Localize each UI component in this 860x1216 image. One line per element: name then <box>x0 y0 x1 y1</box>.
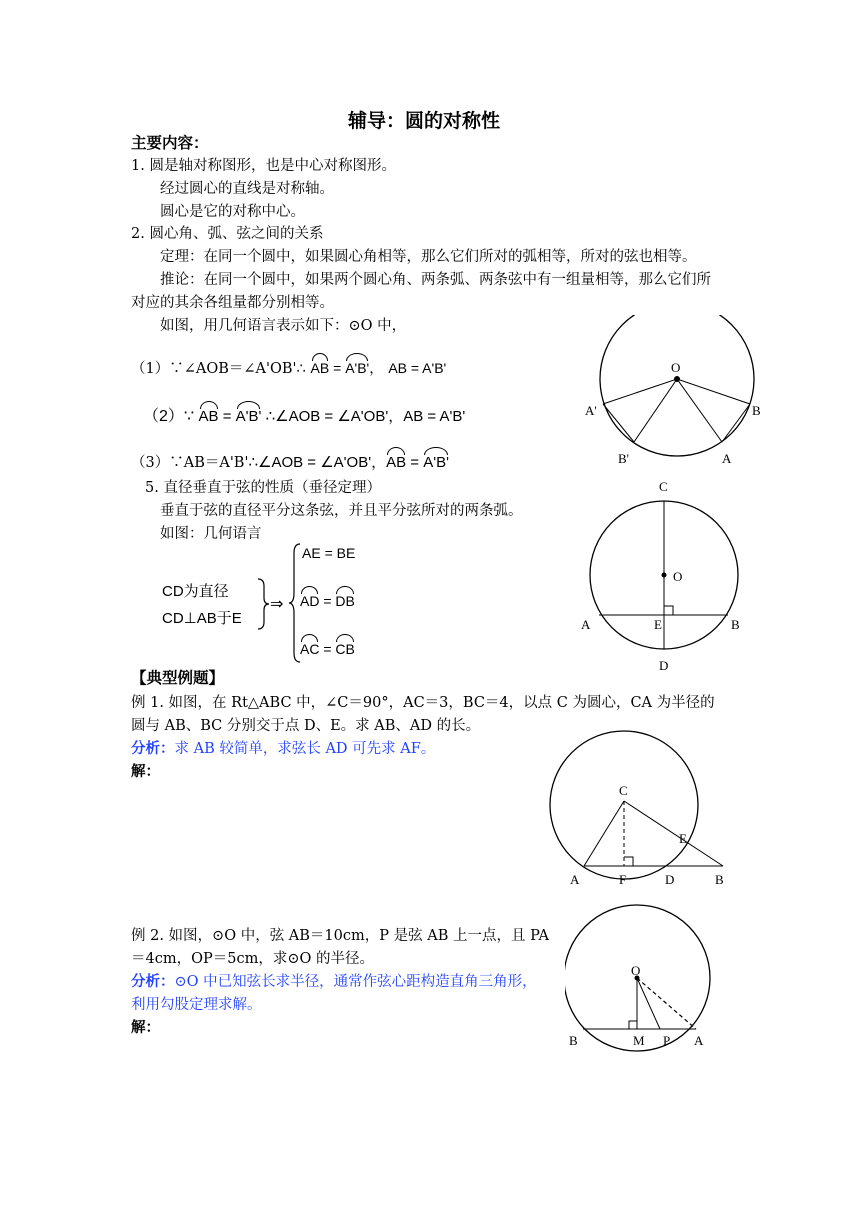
section-heading: 主要内容： <box>131 133 209 152</box>
example2-analysis-line2: 利用勾股定理求解。 <box>131 997 262 1013</box>
f1-prefix: （1）∵∠AOB＝∠A'OB' <box>131 361 297 377</box>
formula-1 <box>131 358 446 379</box>
f1-arc-ab: AB <box>310 360 330 376</box>
f2-mid: ∴∠AOB = ∠A'OB'，AB = A'B' <box>261 408 466 425</box>
item1-sub1: 经过圆心的直线是对称轴。 <box>160 181 334 197</box>
analysis-label-2: 分析： <box>131 973 175 990</box>
analysis-text: 求 AB 较简单，求弦长 AD 可先求 AF。 <box>174 741 436 757</box>
fig1-chord-a1b1 <box>603 404 634 442</box>
f1-therefore: ∴ <box>296 360 306 376</box>
fig1-ob1 <box>634 379 677 442</box>
result-arc-ac-cb <box>300 641 355 657</box>
fig2-right-angle <box>664 606 673 615</box>
f1-comma: ， <box>369 360 384 376</box>
f3-mid: ∴∠AOB = ∠A'OB'， <box>248 454 387 471</box>
fig2-label-b: B <box>731 617 740 632</box>
item5-figure: 如图：几何语言 <box>160 526 262 542</box>
fig1-ob <box>677 379 750 404</box>
analysis-label: 分析： <box>131 740 175 757</box>
figure-central-angles <box>580 315 780 475</box>
eq-ad-db: = <box>319 593 336 609</box>
fig1-label-a1: A' <box>585 403 597 418</box>
item1-line: 1. 圆是轴对称图形，也是中心对称图形。 <box>131 158 396 174</box>
fig4-oa <box>637 978 696 1029</box>
f2-arc-ab: AB <box>198 408 219 425</box>
arc-ad: AD <box>300 593 320 609</box>
fig2-label-a: A <box>581 617 591 632</box>
fig1-chord-ab <box>722 404 750 442</box>
figure-intro: 如图，用几何语言表示如下：⊙O 中， <box>160 318 407 334</box>
fig2-label-e: E <box>654 617 662 632</box>
corollary-line1: 推论：在同一个圆中，如果两个圆心角、两条弧、两条弦中有一组量相等，那么它们所 <box>160 272 711 288</box>
fig1-oa1 <box>603 379 677 404</box>
fig4-right-angle <box>629 1021 637 1029</box>
fig3-label-f: F <box>619 872 627 887</box>
fig3-side-ac <box>584 801 624 866</box>
arc-cb: CB <box>335 641 355 657</box>
f2-eq: = <box>218 408 236 425</box>
fig4-label-p: P <box>663 1033 671 1048</box>
fig4-op <box>637 978 660 1029</box>
arc-ac: AC <box>300 641 320 657</box>
fig1-label-b: B <box>752 403 761 418</box>
page-title: 辅导：圆的对称性 <box>348 110 501 132</box>
example2-line1: 例 2. 如图，⊙O 中，弦 AB＝10cm，P 是弦 AB 上一点，且 PA <box>131 928 549 944</box>
fig2-label-c: C <box>659 479 668 494</box>
fig4-label-m: M <box>633 1033 645 1048</box>
cond-cd-perp-ab: CD⊥AB于E <box>162 610 242 627</box>
figure-example1 <box>545 725 735 895</box>
formula-3 <box>131 451 449 473</box>
arc-db: DB <box>335 593 355 609</box>
fig2-label-o: O <box>673 569 683 584</box>
corollary-line2: 对应的其余各组量都分别相等。 <box>131 295 334 311</box>
result-arc-ad-db <box>300 593 355 609</box>
f1-chord-eq: AB = A'B' <box>388 360 447 376</box>
fig4-label-a: A <box>694 1033 704 1048</box>
analysis-text-2a: ⊙O 中已知弦长求半径，通常作弦心距构造直角三角形， <box>174 974 537 990</box>
f2-prefix: （2）∵ <box>143 408 199 425</box>
fig1-label-b1: B' <box>618 451 630 466</box>
item1-sub2: 圆心是它的对称中心。 <box>160 204 305 220</box>
f2-arc-a1b1: A'B' <box>235 408 262 425</box>
fig4-label-b: B <box>569 1033 578 1048</box>
example1-solution-label: 解： <box>131 763 160 780</box>
fig3-side-bc <box>624 801 723 866</box>
formula-2 <box>143 403 465 426</box>
figure-example2 <box>565 900 725 1055</box>
fig3-label-d: D <box>665 872 675 887</box>
fig1-oa <box>677 379 722 442</box>
result-ae-be: AE = BE <box>302 545 356 561</box>
fig4-label-o: O <box>631 963 641 978</box>
example1-line1: 例 1. 如图，在 Rt△ABC 中，∠C＝90°，AC＝3，BC＝4，以点 C 为圆心，CA 为半径的 <box>131 695 715 711</box>
fig3-label-a: A <box>570 872 580 887</box>
item5-line: 5. 直径垂直于弦的性质（垂径定理） <box>145 480 381 496</box>
fig3-right-angle <box>624 857 633 866</box>
right-brace-icon <box>256 578 270 630</box>
example1-analysis <box>131 739 435 759</box>
example1-line2: 圆与 AB、BC 分别交于点 D、E。求 AB、AD 的长。 <box>131 718 481 734</box>
item2-line: 2. 圆心角、弧、弦之间的关系 <box>131 226 324 242</box>
item5-text: 垂直于弦的直径平分这条弦，并且平分弦所对的两条弧。 <box>160 503 523 519</box>
f1-eq: = <box>329 360 346 376</box>
example2-analysis <box>131 972 537 992</box>
fig3-label-b: B <box>715 872 724 887</box>
fig2-center-dot <box>662 573 667 578</box>
implies-arrow: ⇒ <box>270 596 284 613</box>
fig3-label-e: E <box>679 831 687 846</box>
figure-perpendicular-diameter <box>575 475 755 675</box>
f3-prefix: （3）∵AB＝A'B' <box>131 455 249 471</box>
f3-eq: = <box>406 454 424 471</box>
theorem-text: 定理：在同一个圆中，如果圆心角相等，那么它们所对的弧相等，所对的弦也相等。 <box>160 249 697 265</box>
examples-heading: 【典型例题】 <box>131 668 225 687</box>
f3-arc-ab: AB <box>386 454 407 471</box>
fig1-circle <box>600 315 754 456</box>
eq-ac-cb: = <box>319 641 336 657</box>
fig2-label-d: D <box>659 658 669 673</box>
f3-arc-a1b1: A'B' <box>423 454 449 471</box>
example2-solution-label: 解： <box>131 1019 160 1036</box>
fig1-label-a: A <box>722 451 732 466</box>
fig3-label-c: C <box>619 783 628 798</box>
cond-cd-diameter: CD为直径 <box>162 583 229 600</box>
fig1-label-o: O <box>671 360 681 375</box>
f1-arc-a1b1: A'B' <box>345 360 370 376</box>
example2-line2: ＝4cm，OP＝5cm，求⊙O 的半径。 <box>131 951 374 967</box>
